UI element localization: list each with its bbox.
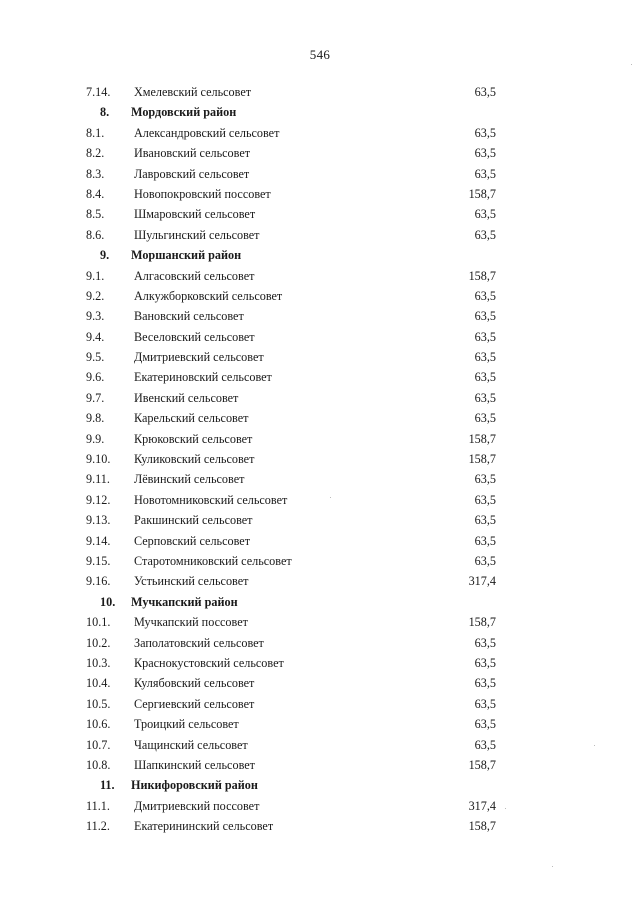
settlement-name: Дмитриевский поссовет <box>134 798 260 813</box>
row-number: 9.3. <box>86 309 105 324</box>
settlement-name: Сергиевский сельсовет <box>134 696 255 711</box>
table-row <box>0 612 640 632</box>
settlement-name: Карельский сельсовет <box>134 411 249 426</box>
row-number: 8.2. <box>86 146 105 161</box>
row-number: 10.1. <box>86 615 111 630</box>
settlement-name: Краснокустовский сельсовет <box>134 655 284 670</box>
row-number: 10.7. <box>86 737 111 752</box>
scan-speck <box>505 808 506 809</box>
settlement-name: Лёвинский сельсовет <box>134 472 245 487</box>
district-name: Моршанский район <box>131 248 242 263</box>
settlement-table <box>0 82 640 836</box>
row-number: 10.5. <box>86 696 111 711</box>
row-value: 63,5 <box>474 696 496 711</box>
row-value: 63,5 <box>474 166 496 181</box>
row-value: 63,5 <box>474 655 496 670</box>
row-value: 63,5 <box>474 492 496 507</box>
district-header-row <box>0 102 640 122</box>
table-row <box>0 388 640 408</box>
table-row <box>0 816 640 836</box>
district-name: Мордовский район <box>131 105 237 120</box>
row-number: 9.13. <box>86 513 111 528</box>
table-row <box>0 184 640 204</box>
row-number: 9.11. <box>86 472 110 487</box>
row-number: 8.1. <box>86 125 105 140</box>
table-row <box>0 490 640 510</box>
row-value: 158,7 <box>468 186 496 201</box>
settlement-name: Дмитриевский сельсовет <box>134 350 264 365</box>
table-row <box>0 551 640 571</box>
row-value: 158,7 <box>468 757 496 772</box>
row-value: 63,5 <box>474 125 496 140</box>
row-number: 10.6. <box>86 717 111 732</box>
row-number: 8.6. <box>86 227 105 242</box>
row-value: 317,4 <box>468 574 496 589</box>
row-number: 9.1. <box>86 268 105 283</box>
settlement-name: Новопокровский поссовет <box>134 186 271 201</box>
table-row <box>0 429 640 449</box>
settlement-name: Шмаровский сельсовет <box>134 207 256 222</box>
settlement-name: Заполатовский сельсовет <box>134 635 264 650</box>
district-header-row <box>0 592 640 612</box>
table-row <box>0 82 640 102</box>
table-row <box>0 796 640 816</box>
row-value: 63,5 <box>474 553 496 568</box>
table-row <box>0 306 640 326</box>
row-value: 63,5 <box>474 533 496 548</box>
row-value: 63,5 <box>474 513 496 528</box>
scan-speck <box>330 497 331 498</box>
settlement-name: Ивенский сельсовет <box>134 390 239 405</box>
scan-speck <box>594 745 595 746</box>
row-number: 10. <box>100 594 116 609</box>
row-number: 10.3. <box>86 655 111 670</box>
table-row <box>0 347 640 367</box>
row-number: 10.8. <box>86 757 111 772</box>
settlement-name: Алкужборковский сельсовет <box>134 288 283 303</box>
row-number: 9.7. <box>86 390 105 405</box>
district-name: Мучкапский район <box>131 594 238 609</box>
table-row <box>0 633 640 653</box>
table-row <box>0 673 640 693</box>
row-value: 63,5 <box>474 146 496 161</box>
row-value: 63,5 <box>474 717 496 732</box>
table-row <box>0 327 640 347</box>
page-number: 546 <box>309 47 331 62</box>
row-number: 9.5. <box>86 350 105 365</box>
settlement-name: Серповский сельсовет <box>134 533 251 548</box>
settlement-name: Куликовский сельсовет <box>134 452 255 467</box>
settlement-name: Старотомниковский сельсовет <box>134 553 292 568</box>
table-row <box>0 714 640 734</box>
row-value: 158,7 <box>468 819 496 834</box>
row-value: 158,7 <box>468 431 496 446</box>
settlement-name: Ивановский сельсовет <box>134 146 251 161</box>
settlement-name: Мучкапский поссовет <box>134 615 248 630</box>
scan-speck <box>631 64 632 65</box>
row-value: 317,4 <box>468 798 496 813</box>
table-row <box>0 755 640 775</box>
settlement-name: Шапкинский сельсовет <box>134 757 255 772</box>
settlement-name: Шульгинский сельсовет <box>134 227 260 242</box>
settlement-name: Кулябовский сельсовет <box>134 676 255 691</box>
table-row <box>0 286 640 306</box>
table-row <box>0 123 640 143</box>
row-number: 8. <box>100 105 110 120</box>
table-row <box>0 367 640 387</box>
row-number: 9.16. <box>86 574 111 589</box>
table-row <box>0 143 640 163</box>
row-value: 63,5 <box>474 411 496 426</box>
settlement-name: Новотомниковский сельсовет <box>134 492 288 507</box>
row-value: 63,5 <box>474 472 496 487</box>
row-number: 11. <box>100 778 115 793</box>
settlement-name: Устьинский сельсовет <box>134 574 249 589</box>
table-row <box>0 449 640 469</box>
row-value: 63,5 <box>474 350 496 365</box>
row-number: 11.2. <box>86 819 110 834</box>
settlement-name: Ракшинский сельсовет <box>134 513 253 528</box>
settlement-name: Крюковский сельсовет <box>134 431 253 446</box>
row-number: 9. <box>100 248 110 263</box>
row-value: 63,5 <box>474 227 496 242</box>
settlement-name: Екатериновский сельсовет <box>134 370 272 385</box>
table-row <box>0 469 640 489</box>
table-row <box>0 694 640 714</box>
table-row <box>0 531 640 551</box>
row-number: 9.9. <box>86 431 105 446</box>
row-value: 63,5 <box>474 329 496 344</box>
row-number: 9.2. <box>86 288 105 303</box>
table-row <box>0 164 640 184</box>
settlement-name: Лавровский сельсовет <box>134 166 250 181</box>
table-row <box>0 735 640 755</box>
table-row <box>0 204 640 224</box>
row-value: 63,5 <box>474 676 496 691</box>
table-row <box>0 225 640 245</box>
row-value: 63,5 <box>474 85 496 99</box>
row-number: 9.10. <box>86 452 111 467</box>
settlement-name: Екатерининский сельсовет <box>134 819 274 834</box>
row-value: 63,5 <box>474 288 496 303</box>
table-row <box>0 510 640 530</box>
scan-speck <box>552 866 553 867</box>
settlement-name: Хмелевский сельсовет <box>134 85 252 99</box>
row-value: 63,5 <box>474 370 496 385</box>
settlement-name: Вановский сельсовет <box>134 309 244 324</box>
row-number: 11.1. <box>86 798 110 813</box>
settlement-name: Чащинский сельсовет <box>134 737 248 752</box>
row-number: 8.3. <box>86 166 105 181</box>
row-number: 9.6. <box>86 370 105 385</box>
row-value: 63,5 <box>474 207 496 222</box>
row-number: 9.14. <box>86 533 111 548</box>
district-header-row <box>0 245 640 265</box>
row-number: 7.14. <box>86 85 111 99</box>
row-number: 8.5. <box>86 207 105 222</box>
row-number: 10.2. <box>86 635 111 650</box>
row-number: 8.4. <box>86 186 105 201</box>
row-number: 9.15. <box>86 553 111 568</box>
settlement-name: Алгасовский сельсовет <box>134 268 255 283</box>
row-number: 9.4. <box>86 329 105 344</box>
table-row <box>0 266 640 286</box>
row-number: 9.8. <box>86 411 105 426</box>
row-value: 63,5 <box>474 737 496 752</box>
row-number: 10.4. <box>86 676 111 691</box>
district-name: Никифоровский район <box>131 778 258 793</box>
row-value: 63,5 <box>474 390 496 405</box>
settlement-name: Александровский сельсовет <box>134 125 280 140</box>
row-number: 9.12. <box>86 492 111 507</box>
district-header-row <box>0 775 640 795</box>
row-value: 158,7 <box>468 268 496 283</box>
table-row <box>0 653 640 673</box>
row-value: 158,7 <box>468 452 496 467</box>
row-value: 63,5 <box>474 635 496 650</box>
settlement-name: Веселовский сельсовет <box>134 329 255 344</box>
settlement-name: Троицкий сельсовет <box>134 717 239 732</box>
table-row <box>0 571 640 591</box>
row-value: 158,7 <box>468 615 496 630</box>
row-value: 63,5 <box>474 309 496 324</box>
table-row <box>0 408 640 428</box>
